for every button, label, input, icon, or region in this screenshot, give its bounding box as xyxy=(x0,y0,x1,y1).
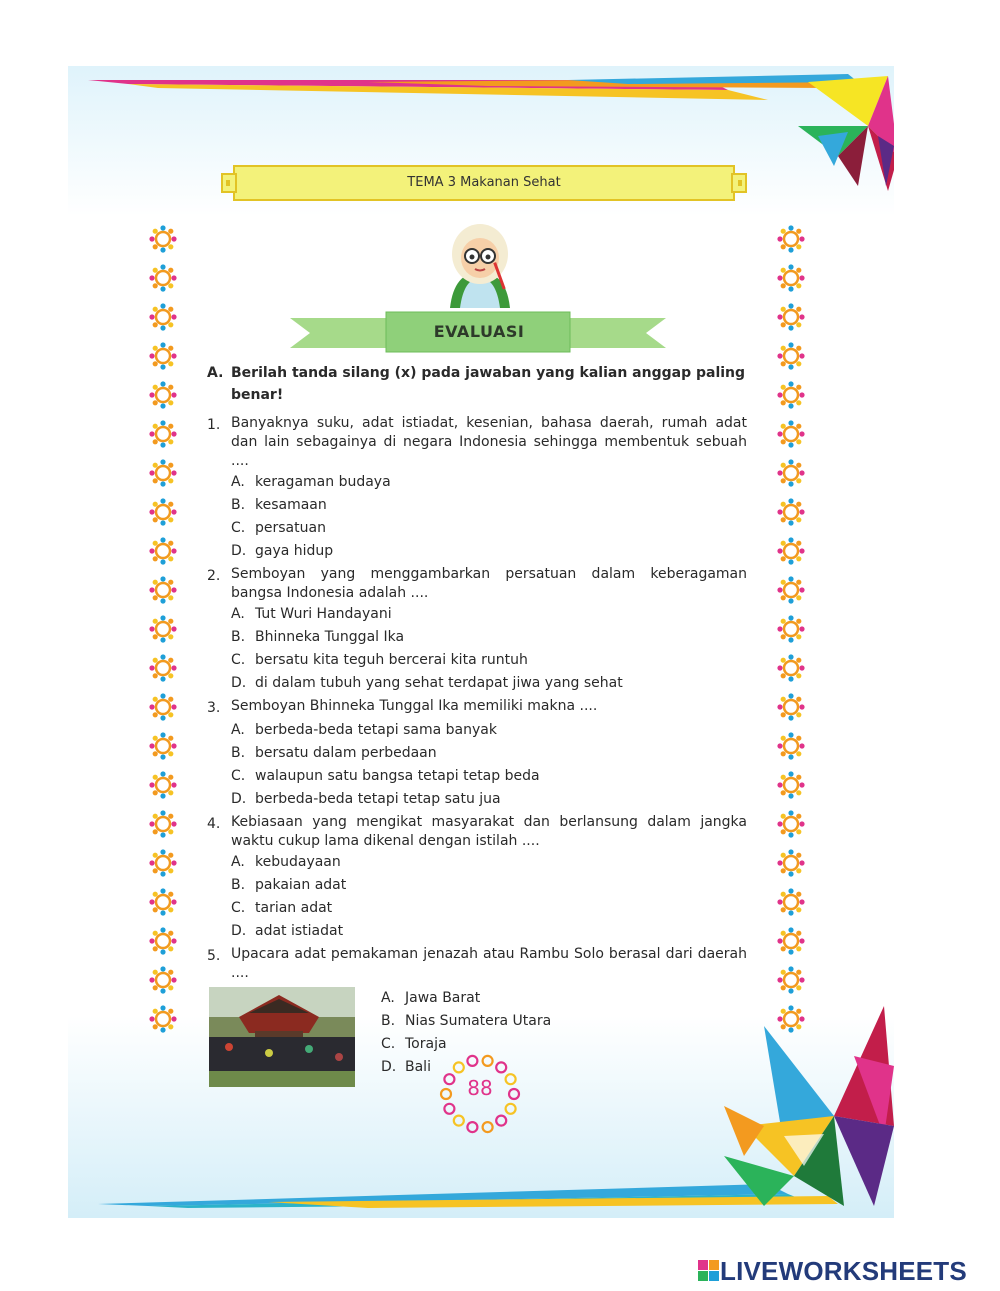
option-text: kebudayaan xyxy=(255,854,341,870)
question-text: Banyaknya suku, adat istiadat, kesenian, bahasa daerah, rumah adat dan lain sebagainya di negara Indonesia sehingga membentuk sebuah .... xyxy=(231,415,747,469)
top-decor-stripes xyxy=(68,66,894,126)
question-number: 5. xyxy=(207,948,221,964)
flower-ornament-icon xyxy=(776,536,806,566)
flower-ornament-icon xyxy=(148,926,178,956)
option-letter: C. xyxy=(381,1036,396,1052)
liveworksheets-logo-icon xyxy=(698,1258,720,1284)
answer-option[interactable] xyxy=(231,672,747,695)
page-number-dot xyxy=(496,1062,506,1072)
option-text: Nias Sumatera Utara xyxy=(405,1013,552,1029)
question-stem xyxy=(207,697,747,719)
question-number: 2. xyxy=(207,568,221,584)
option-text: persatuan xyxy=(255,520,326,536)
flower-ornament-icon xyxy=(776,263,806,293)
question-text: Kebiasaan yang mengikat masyarakat dan berlansung dalam jangka waktu cukup lama dikenal dengan istilah .... xyxy=(231,814,747,849)
option-letter: D. xyxy=(381,1059,397,1075)
option-text: gaya hidup xyxy=(255,543,334,559)
option-letter: D. xyxy=(231,543,247,559)
answer-option[interactable] xyxy=(231,494,747,517)
page-number-dot xyxy=(454,1062,464,1072)
answer-option[interactable] xyxy=(231,517,747,540)
option-letter: D. xyxy=(231,791,247,807)
flower-ornament-icon xyxy=(776,692,806,722)
instruction xyxy=(207,362,747,406)
page-number: 88 xyxy=(467,1076,493,1100)
flower-ornament-icon xyxy=(148,263,178,293)
theme-title: TEMA 3 Makanan Sehat xyxy=(407,175,561,190)
option-letter: A. xyxy=(381,990,395,1006)
option-letter: A. xyxy=(231,854,245,870)
option-letter: C. xyxy=(231,900,246,916)
flower-ornament-icon xyxy=(776,341,806,371)
flower-ornament-icon xyxy=(776,653,806,683)
section-title: EVALUASI xyxy=(433,322,525,341)
option-letter: C. xyxy=(231,768,246,784)
option-text: pakaian adat xyxy=(255,877,347,893)
answer-option[interactable] xyxy=(381,1010,551,1033)
option-text: bersatu kita teguh bercerai kita runtuh xyxy=(255,652,528,668)
option-letter: A. xyxy=(231,474,245,490)
page-number-dot xyxy=(483,1122,493,1132)
option-letter: D. xyxy=(231,675,247,691)
flower-ornament-icon xyxy=(148,536,178,566)
answer-option[interactable] xyxy=(231,742,747,765)
option-letter: C. xyxy=(231,652,246,668)
option-text: bersatu dalam perbedaan xyxy=(255,745,437,761)
answer-option[interactable] xyxy=(231,788,747,811)
flower-ornament-icon xyxy=(776,809,806,839)
option-text: Toraja xyxy=(405,1036,447,1052)
question-2 xyxy=(207,565,747,695)
page-number-dot xyxy=(454,1116,464,1126)
flower-ornament-icon xyxy=(148,770,178,800)
corner-origami-top xyxy=(798,66,894,196)
option-letter: B. xyxy=(231,629,246,645)
option-letter: D. xyxy=(231,923,247,939)
flower-ornament-icon xyxy=(148,497,178,527)
option-text: berbeda-beda tetapi sama banyak xyxy=(255,722,497,738)
flower-ornament-icon xyxy=(148,965,178,995)
option-text: keragaman budaya xyxy=(255,474,391,490)
flower-ornament-icon xyxy=(148,458,178,488)
option-text: walaupun satu bangsa tetapi tetap beda xyxy=(255,768,540,784)
flower-ornament-icon xyxy=(148,1004,178,1034)
flower-ornament-icon xyxy=(776,224,806,254)
question-3 xyxy=(207,697,747,811)
flower-ornament-icon xyxy=(148,887,178,917)
option-text: Bhinneka Tunggal Ika xyxy=(255,629,405,645)
instruction-letter: A. xyxy=(207,365,224,381)
answer-option[interactable] xyxy=(231,649,747,672)
right-flower-border xyxy=(774,224,808,1043)
flower-ornament-icon xyxy=(148,731,178,761)
option-text: tarian adat xyxy=(255,900,333,916)
option-letter: B. xyxy=(231,497,246,513)
flower-ornament-icon xyxy=(776,887,806,917)
answer-option[interactable] xyxy=(231,897,747,920)
options-list xyxy=(207,471,747,563)
answer-option[interactable] xyxy=(231,874,747,897)
flower-ornament-icon xyxy=(776,458,806,488)
left-flower-border xyxy=(146,224,180,1043)
flower-ornament-icon xyxy=(776,731,806,761)
question-number: 4. xyxy=(207,816,221,832)
flower-ornament-icon xyxy=(776,302,806,332)
question-stem xyxy=(207,945,747,983)
flower-ornament-icon xyxy=(148,575,178,605)
worksheet-page xyxy=(68,66,894,1218)
question-stem xyxy=(207,414,747,471)
flower-ornament-icon xyxy=(776,497,806,527)
flower-ornament-icon xyxy=(776,848,806,878)
option-text: Tut Wuri Handayani xyxy=(255,606,392,622)
flower-ornament-icon xyxy=(148,380,178,410)
option-text: Bali xyxy=(405,1059,431,1075)
question-text: Semboyan Bhinneka Tunggal Ika memiliki makna .... xyxy=(231,698,598,714)
answer-option[interactable] xyxy=(381,987,551,1010)
option-text: adat istiadat xyxy=(255,923,344,939)
corner-origami-bottom xyxy=(724,1006,894,1206)
option-letter: B. xyxy=(231,745,246,761)
question-number: 1. xyxy=(207,417,221,433)
question-1 xyxy=(207,414,747,563)
question-number: 3. xyxy=(207,700,221,716)
options-list xyxy=(207,851,747,943)
flower-ornament-icon xyxy=(148,848,178,878)
flower-ornament-icon xyxy=(776,965,806,995)
flower-ornament-icon xyxy=(148,809,178,839)
option-text: kesamaan xyxy=(255,497,327,513)
flower-ornament-icon xyxy=(148,341,178,371)
answer-option[interactable] xyxy=(231,626,747,649)
flower-ornament-icon xyxy=(776,380,806,410)
option-letter: A. xyxy=(231,722,245,738)
liveworksheets-logo xyxy=(698,1257,967,1285)
question-text: Upacara adat pemakaman jenazah atau Rambu Solo berasal dari daerah .... xyxy=(231,946,747,981)
flower-ornament-icon xyxy=(776,575,806,605)
flower-ornament-icon xyxy=(148,692,178,722)
answer-option[interactable] xyxy=(231,540,747,563)
option-text: berbeda-beda tetapi tetap satu jua xyxy=(255,791,501,807)
flower-ornament-icon xyxy=(148,224,178,254)
flower-ornament-icon xyxy=(776,770,806,800)
question-list xyxy=(207,362,747,1087)
flower-ornament-icon xyxy=(148,653,178,683)
flower-ornament-icon xyxy=(776,926,806,956)
page-number-dot xyxy=(467,1056,477,1066)
answer-option[interactable] xyxy=(231,765,747,788)
page-number-dot xyxy=(496,1116,506,1126)
page-number-dot xyxy=(506,1104,516,1114)
flower-ornament-icon xyxy=(776,419,806,449)
options-list xyxy=(207,603,747,695)
rambu-solo-photo xyxy=(209,987,355,1087)
answer-option[interactable] xyxy=(231,719,747,742)
flower-ornament-icon xyxy=(776,614,806,644)
option-text: di dalam tubuh yang sehat terdapat jiwa yang sehat xyxy=(255,675,623,691)
page-number-dot xyxy=(444,1104,454,1114)
answer-option[interactable] xyxy=(231,471,747,494)
answer-option[interactable] xyxy=(231,920,747,943)
question-stem xyxy=(207,565,747,603)
answer-option[interactable] xyxy=(231,851,747,874)
question-text: Semboyan yang menggambarkan persatuan dalam keberagaman bangsa Indonesia adalah .... xyxy=(231,566,747,601)
flower-ornament-icon xyxy=(148,419,178,449)
page-number-dot xyxy=(467,1122,477,1132)
options-list xyxy=(207,719,747,811)
instruction-text: Berilah tanda silang (x) pada jawaban yang kalian anggap paling benar! xyxy=(231,365,746,403)
option-letter: C. xyxy=(231,520,246,536)
answer-option[interactable] xyxy=(231,603,747,626)
option-text: Jawa Barat xyxy=(405,990,481,1006)
option-letter: B. xyxy=(231,877,246,893)
question-4 xyxy=(207,813,747,943)
option-letter: B. xyxy=(381,1013,396,1029)
teacher-character-illustration xyxy=(440,222,520,308)
question-stem xyxy=(207,813,747,851)
watermark-text: LIVEWORKSHEETS xyxy=(720,1255,967,1286)
page-number-dot xyxy=(483,1056,493,1066)
option-letter: A. xyxy=(231,606,245,622)
flower-ornament-icon xyxy=(148,614,178,644)
flower-ornament-icon xyxy=(148,302,178,332)
